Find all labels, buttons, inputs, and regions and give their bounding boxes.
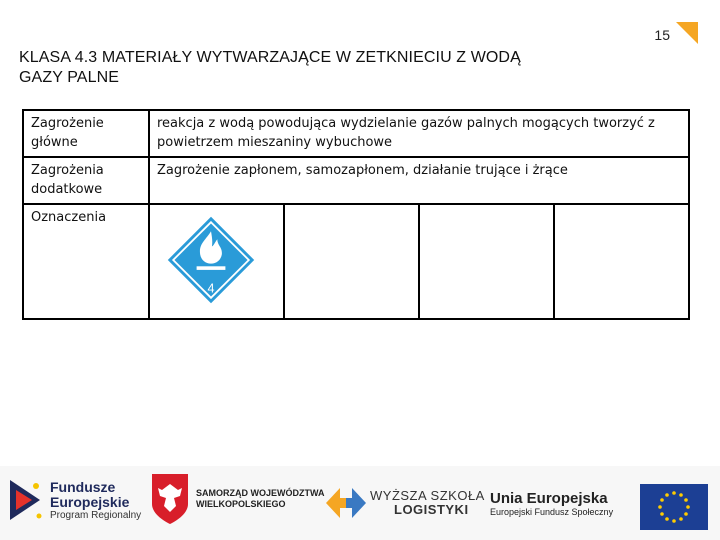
row-label bbox=[23, 157, 149, 204]
sign-slot bbox=[553, 205, 688, 318]
row-label bbox=[23, 110, 149, 157]
row-value: reakcja z wodą powodująca wydzielanie gazów palnych mogących tworzyć z powietrzem mieszaniny wybuchowe bbox=[149, 110, 689, 157]
signs-cell bbox=[149, 204, 689, 319]
hazard-info-table bbox=[22, 109, 690, 320]
sign-slot bbox=[418, 205, 553, 318]
table-row bbox=[23, 204, 689, 319]
title-line-1: KLASA 4.3 MATERIAŁY WYTWARZAJĄCE W ZETKNIECIU Z WODĄ bbox=[19, 49, 521, 66]
wlkp-line-1: SAMORZĄD WOJEWÓDZTWA bbox=[196, 488, 325, 498]
eu-flag-icon bbox=[640, 484, 708, 530]
ue-text-logo bbox=[490, 490, 613, 517]
fe-line-1: Fundusze bbox=[50, 478, 116, 495]
wsl-line-1: WYŻSZA SZKOŁA bbox=[370, 488, 485, 503]
ue-line-1: Unia Europejska bbox=[490, 490, 608, 507]
hazard-diamond-4-3 bbox=[166, 215, 256, 305]
fe-logo bbox=[10, 476, 141, 524]
wlkp-line-2: WIELKOPOLSKIEGO bbox=[196, 499, 286, 509]
fe-line-2: Europejskie bbox=[50, 493, 130, 510]
eagle-shield-icon bbox=[150, 472, 190, 526]
footer-logo-bar bbox=[0, 466, 720, 540]
wlkp-logo bbox=[150, 472, 325, 526]
hazard-class-number: 4 bbox=[207, 281, 215, 296]
wsl-logo bbox=[326, 484, 485, 522]
slide-title bbox=[19, 48, 619, 88]
table-row bbox=[23, 157, 689, 204]
sign-slot bbox=[283, 205, 418, 318]
label-line: główne bbox=[31, 135, 78, 150]
row-label bbox=[23, 204, 149, 319]
label-line: Oznaczenia bbox=[31, 210, 107, 225]
table-row bbox=[23, 110, 689, 157]
page-number: 15 bbox=[654, 27, 670, 43]
corner-triangle-icon bbox=[676, 22, 698, 44]
label-line: Zagrożenie bbox=[31, 116, 104, 131]
sign-slot bbox=[150, 205, 283, 318]
label-line: Zagrożenia bbox=[31, 163, 104, 178]
fe-line-3: Program Regionalny bbox=[50, 509, 142, 521]
ue-line-2: Europejski Fundusz Społeczny bbox=[490, 507, 614, 517]
wsl-arrows-icon bbox=[326, 484, 366, 522]
fe-emblem-icon bbox=[10, 476, 44, 524]
wsl-line-2: LOGISTYKI bbox=[394, 502, 469, 517]
row-value: Zagrożenie zapłonem, samozapłonem, działanie trujące i żrące bbox=[149, 157, 689, 204]
label-line: dodatkowe bbox=[31, 182, 103, 197]
title-line-2: GAZY PALNE bbox=[19, 69, 119, 86]
